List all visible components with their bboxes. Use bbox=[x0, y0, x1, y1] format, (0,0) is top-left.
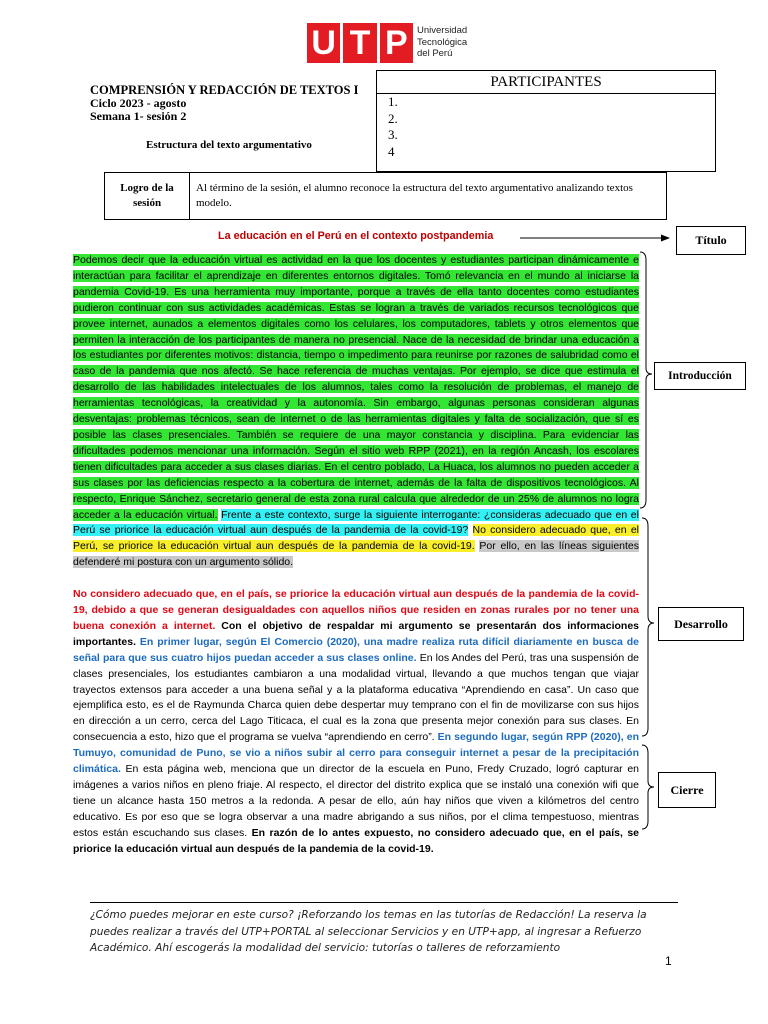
session-goal-text: Al término de la sesión, el alumno reconoce la estructura del texto argumentativo analizando textos modelo. bbox=[196, 182, 633, 209]
paragraph-gap bbox=[73, 571, 639, 587]
page-number: 1 bbox=[665, 954, 672, 968]
development-connector: Con el objetivo de respaldar mi argumento se presentarán dos informaciones importantes. bbox=[73, 619, 639, 648]
participant-item: 2. bbox=[388, 110, 398, 126]
course-info bbox=[90, 84, 358, 123]
participants-box bbox=[376, 70, 716, 172]
intro-question-text: Frente a este contexto, surge la siguiente interrogante: ¿consideras adecuado que en el Perú se priorice la educación virtual aun después de la pandemia de la covid-19? bbox=[73, 508, 639, 537]
evidence-one-heading: En primer lugar, según El Comercio (2020), una madre realiza ruta difícil diariamente en busca de señal para que sus cuatro hijos puedan acceder a sus clases online. bbox=[73, 635, 639, 664]
label-titulo: Título bbox=[676, 226, 746, 255]
label-cierre: Cierre bbox=[658, 772, 716, 808]
course-week: Semana 1- sesión 2 bbox=[90, 109, 187, 123]
essay-body bbox=[73, 253, 639, 858]
essay-title: La educación en el Perú en el contexto postpandemia bbox=[218, 230, 494, 242]
closing-bracket bbox=[640, 743, 660, 831]
development-bracket bbox=[640, 516, 660, 738]
participants-list bbox=[377, 94, 715, 160]
closing-text: En razón de lo antes expuesto, no considero adecuado que, en el país, se priorice la educación virtual aun después de la pandemia de la covid-19. bbox=[73, 826, 640, 855]
intro-transition-text: Por ello, en las líneas siguientes defenderé mi postura con un argumento sólido. bbox=[73, 540, 640, 569]
footer-divider bbox=[90, 902, 678, 903]
university-line-3: del Perú bbox=[417, 48, 453, 59]
course-cycle: Ciclo 2023 - agosto bbox=[90, 96, 187, 110]
logo-letter-p: P bbox=[380, 23, 413, 63]
label-introduccion: Introducción bbox=[654, 362, 746, 390]
session-goal-table bbox=[104, 172, 667, 220]
university-line-2: Tecnológica bbox=[417, 36, 468, 48]
intro-thesis-text: No considero adecuado que, en el Perú, se priorice la educación virtual aun después de la pandemia de la covid-19. bbox=[73, 524, 639, 553]
logo-letter-u: U bbox=[307, 23, 340, 63]
evidence-two-text: En esta página web, menciona que un director de la escuela en Puno, Fredy Cruzado, logró capturar en imágenes a varios niños en pleno friaje. Al respecto, el director del distrito explica que se instaló una conexión wifi que tiene un alcance hasta 150 metros a la redonda. A pesar de ello, aún hay niños que viven a kilómetros del centro educativo. Es por eso que se logra observar a una madre abrigando a sus niños, por el clima tempestuoso, mientras estos están escuchando sus clases. bbox=[73, 763, 640, 839]
course-title: COMPRENSIÓN Y REDACCIÓN DE TEXTOS I bbox=[90, 83, 359, 97]
footer-note: ¿Cómo puedes mejorar en este curso? ¡Reforzando los temas en las tutorías de Redacción! La reserva la puedes realizar a través del UTP+PORTAL al seleccionar Servicios y en UTP+app, al ingresar a Refuerzo Académico. Ahí escogerás la modalidad del servicio: tutorías o talleres de reforzamiento bbox=[90, 909, 647, 954]
development-paragraph bbox=[73, 587, 639, 857]
session-goal-label: Logro de la sesión bbox=[105, 173, 190, 219]
session-topic: Estructura del texto argumentativo bbox=[146, 139, 312, 151]
arrow-right-icon bbox=[520, 232, 670, 244]
development-argument: No considero adecuado que, en el país, se priorice la educación virtual aun después de la pandemia de la covid-19, debido a que se generan desigualdades con aquellos niños que residen en zonas rurales por no tener una buena conexión a internet. bbox=[73, 588, 639, 632]
evidence-two-heading: En segundo lugar, según RPP (2020), en Tumuyo, comunidad de Puno, se vio a niños subir al cerro para conseguir internet a pesar de la precipitación climática. bbox=[73, 731, 639, 776]
participant-item: 1. bbox=[388, 94, 398, 109]
university-line-1: Universidad bbox=[417, 25, 468, 36]
participant-item: 4 bbox=[388, 143, 395, 159]
label-desarrollo: Desarrollo bbox=[658, 607, 744, 641]
utp-logo bbox=[307, 23, 413, 63]
participant-item: 3. bbox=[388, 127, 398, 142]
university-name bbox=[417, 25, 467, 60]
introduction-paragraph bbox=[73, 253, 639, 571]
logo-letter-t: T bbox=[343, 23, 376, 63]
evidence-one-text: En los Andes del Perú, tras una suspensión de clases presenciales, los estudiantes cambiaron a una modalidad virtual, llevando a que muchos tengan que viajar trayectos extensos para acceder a una buena señal y a la plataforma educativa “Aprendiendo en casa”. Un caso que ejemplifica esto, es el de Raymunda Charca quien debe despertar muy temprano con el fin de movilizarse con sus hijos en dirección a un cerro, cerca del Lago Titicaca, el cual es la zona que presenta mejor conexión para sus clases. En consecuencia a esto, hizo que el programa se vuelva “aprendiendo en cerro”. bbox=[73, 651, 639, 744]
participants-heading: PARTICIPANTES bbox=[377, 71, 715, 94]
intro-context-text: Podemos decir que la educación virtual es actividad en la que los docentes y estudiantes participan dinámicamente e interactúan para facilitar el aprendizaje en diferentes entornos digitales. Tomó relevancia en el mundo al iniciarse la pandemia Covid-19. Es una herramienta muy importante, porque a través de ella tanto docentes como estudiantes pudieron continuar con sus actividades académicas. Estas se logran a través de variados recursos tecnológicos que provee internet, aunados a elementos digitales como los celulares, los computadores, tablets y otros elementos que permiten la interacción de los participantes de manera no presencial. Nace de la necesidad de brindar una educación a los estudiantes por diferentes motivos: distancia, tiempo o impedimento para reunirse por razones de salubridad como el caso de la pandemia que nos afectó. Se hace referencia de muchas ventajas. Por ejemplo, se dice que estimula el desarrollo de las habilidades intelectuales de los alumnos, tales como la resolución de problemas, el manejo de herramientas tecnológicas, la creatividad y la autonomía. Sin embargo, algunas personas consideran algunas desventajas: problemas técnicos, sean de internet o de las herramientas digitales y falta de socialización, que sí es posible las clases presenciales. También se requiere de una mayor constancia y disciplina. Para evidenciar las dificultades podemos mencionar una información. Según el sitio web RPP (2021), en la región Ancash, los escolares tienen dificultades para acceder a sus clases diarias. En el centro poblado, La Huaca, los alumnos no pueden acceder a sus clases por las deficiencias respecto a la cobertura de internet, además de la falta de dispositivos tecnológicos. Al respecto, Enrique Sánchez, secretario general de esta zona rural calcula que alrededor de un 25% de alumnos no logra acceder a la educación virtual. bbox=[73, 254, 639, 521]
